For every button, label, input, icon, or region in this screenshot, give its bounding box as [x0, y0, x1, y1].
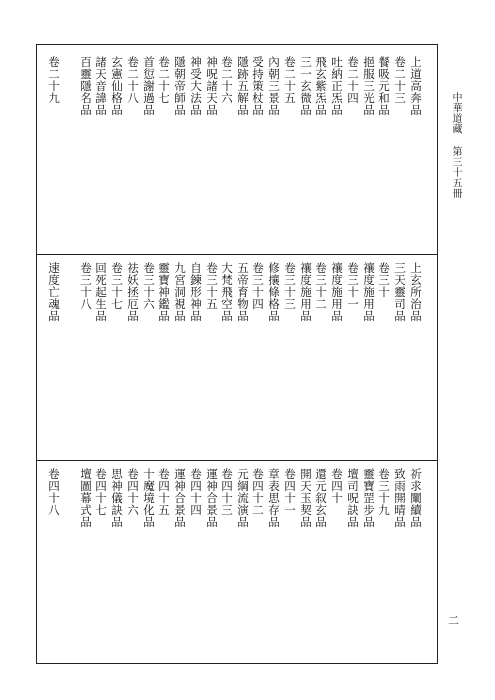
section-divider — [36, 460, 438, 461]
toc-column: 禳度施用品 — [362, 262, 376, 322]
toc-column: 上玄所治品 — [409, 262, 423, 322]
toc-column: 十魔境化品 — [142, 468, 156, 528]
toc-column: 大梵飛空品 — [220, 262, 234, 322]
toc-column: 卷二十九 — [47, 56, 61, 104]
toc-column: 受持策杖品 — [251, 56, 265, 116]
toc-column: 諸天音諱品 — [94, 56, 108, 116]
toc-column: 飛玄紫炁品 — [314, 56, 328, 116]
toc-column: 禳度施用品 — [330, 262, 344, 322]
toc-column: 回死起生品 — [94, 262, 108, 322]
toc-column: 吐納正炁品 — [330, 56, 344, 116]
section-divider — [36, 254, 438, 255]
toc-column: 自鍊形神品 — [189, 262, 203, 322]
toc-column: 卷二十五 — [283, 56, 297, 104]
toc-column: 卷四十四 — [189, 468, 203, 516]
toc-column: 內朝三景品 — [267, 56, 281, 116]
toc-column: 玄憲仙格品 — [110, 56, 124, 116]
toc-column: 卷四十七 — [94, 468, 108, 516]
toc-column: 九宮洞視品 — [173, 262, 187, 322]
toc-column: 神呪諸天品 — [205, 56, 219, 116]
toc-column: 卷三十二 — [314, 262, 328, 310]
toc-column: 挹服三光品 — [362, 56, 376, 116]
toc-column: 卷三十八 — [79, 262, 93, 310]
toc-column: 卷二十四 — [346, 56, 360, 104]
toc-column: 壇圖幕式品 — [79, 468, 93, 528]
toc-column: 隱朝帝師品 — [173, 56, 187, 116]
toc-column: 五帝育物品 — [236, 262, 250, 322]
toc-column: 運神合景品 — [173, 468, 187, 528]
toc-column: 隱跡五解品 — [236, 56, 250, 116]
toc-column: 卷四十五 — [157, 468, 171, 516]
toc-column: 靈寶罡步品 — [362, 468, 376, 528]
toc-column: 致雨開晴品 — [393, 468, 407, 528]
toc-column: 餐吸元和品 — [377, 56, 391, 116]
volume-label: 第三十五冊 — [450, 146, 461, 199]
toc-column: 卷三十六 — [142, 262, 156, 310]
toc-column: 禳度施用品 — [299, 262, 313, 322]
toc-column: 卷四十六 — [126, 468, 140, 516]
running-header — [450, 92, 461, 199]
toc-column: 卷三十九 — [377, 468, 391, 516]
toc-column: 卷三十五 — [205, 262, 219, 310]
toc-column: 靈寶神鑑品 — [157, 262, 171, 322]
toc-column: 卷四十八 — [47, 468, 61, 516]
toc-column: 祛妖拯厄品 — [126, 262, 140, 322]
toc-column: 神受大法品 — [189, 56, 203, 116]
toc-column: 思神儀訣品 — [110, 468, 124, 528]
toc-column: 速度亡魂品 — [47, 262, 61, 322]
toc-column: 開天玉契品 — [299, 468, 313, 528]
toc-column: 壇司呪訣品 — [346, 468, 360, 528]
toc-column: 卷三十四 — [251, 262, 265, 310]
toc-column: 元綱流演品 — [236, 468, 250, 528]
toc-column: 卷二十六 — [220, 56, 234, 104]
toc-column: 章表思存品 — [267, 468, 281, 528]
toc-column: 修攘條格品 — [267, 262, 281, 322]
toc-column: 卷三十 — [377, 262, 391, 298]
toc-column: 卷二十三 — [393, 56, 407, 104]
page-number: 二 — [448, 614, 459, 627]
toc-column: 運神合景品 — [205, 468, 219, 528]
toc-column: 卷四十二 — [251, 468, 265, 516]
toc-column: 三一玄微品 — [299, 56, 313, 116]
toc-column: 卷二十八 — [126, 56, 140, 104]
collection-title: 中華道藏 — [450, 92, 461, 134]
toc-column: 卷四十一 — [283, 468, 297, 516]
toc-column: 卷三十一 — [346, 262, 360, 310]
toc-column: 百靈隱名品 — [79, 56, 93, 116]
page-frame — [36, 44, 438, 664]
toc-column: 祈求闡續品 — [409, 468, 423, 528]
toc-column: 首愆謝過品 — [142, 56, 156, 116]
toc-column: 三天靈司品 — [393, 262, 407, 322]
toc-column: 卷二十七 — [157, 56, 171, 104]
toc-column: 卷三十三 — [283, 262, 297, 310]
toc-column: 卷四十 — [330, 468, 344, 504]
toc-column: 卷三十七 — [110, 262, 124, 310]
toc-column: 卷四十三 — [220, 468, 234, 516]
toc-column: 上道高奔品 — [409, 56, 423, 116]
toc-column: 還元叙玄品 — [314, 468, 328, 528]
